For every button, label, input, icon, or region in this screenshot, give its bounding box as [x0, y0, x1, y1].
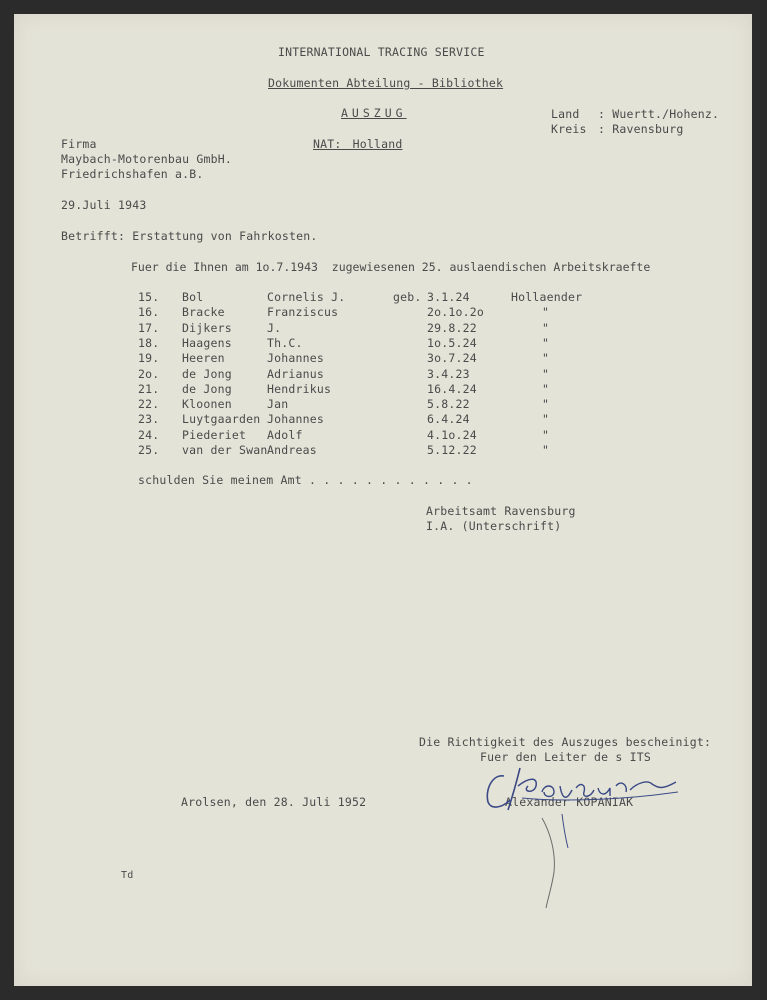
- handwritten-signature: [482, 762, 692, 912]
- worker-number: 18.: [138, 335, 160, 350]
- worker-nationality: ": [542, 366, 550, 381]
- land-value: : Wuertt./Hohenz.: [598, 107, 720, 121]
- worker-nationality: ": [542, 335, 550, 350]
- worker-firstname: Jan: [267, 397, 289, 412]
- worker-surname: Piederiet: [182, 427, 247, 442]
- worker-dob: 6.4.24: [427, 412, 470, 427]
- worker-number: 23.: [138, 412, 160, 427]
- worker-surname: van der Swan: [182, 443, 268, 457]
- worker-firstname: J.: [267, 320, 282, 335]
- worker-number: 2o.: [138, 366, 160, 381]
- worker-surname: Luytgaarden: [182, 412, 261, 427]
- worker-firstname: Andreas: [267, 443, 317, 457]
- worker-nationality: ": [542, 320, 550, 335]
- worker-dob: 3o.7.24: [427, 351, 477, 366]
- kreis-value: : Ravensburg: [598, 122, 684, 136]
- worker-firstname: Adrianus: [267, 366, 324, 381]
- worker-surname: Dijkers: [182, 320, 232, 335]
- worker-surname: Bol: [182, 290, 204, 304]
- worker-firstname: Th.C.: [267, 335, 303, 350]
- worker-nationality: ": [542, 443, 550, 457]
- worker-surname: de Jong: [182, 366, 232, 381]
- worker-dob: 16.4.24: [427, 381, 477, 396]
- worker-nationality: ": [542, 351, 550, 366]
- nationality-line: NAT: Holland: [313, 137, 403, 151]
- worker-nationality: ": [542, 397, 550, 412]
- worker-dob: 29.8.22: [427, 320, 477, 335]
- worker-dob: 1o.5.24: [427, 335, 477, 350]
- worker-dob: 3.4.23: [427, 366, 470, 381]
- worker-dob: 5.12.22: [427, 443, 477, 457]
- land-label: Land: [551, 107, 580, 121]
- worker-nationality: ": [542, 305, 550, 320]
- worker-geb: geb.: [393, 290, 422, 304]
- worker-number: 25.: [138, 443, 160, 457]
- certification-line-1: Die Richtigkeit des Auszuges bescheinigt:: [419, 735, 712, 749]
- worker-surname: Heeren: [182, 351, 225, 366]
- worker-surname: Bracke: [182, 305, 225, 320]
- worker-firstname: Cornelis J.: [267, 290, 346, 304]
- place-and-date: Arolsen, den 28. Juli 1952: [181, 795, 367, 809]
- worker-surname: Haagens: [182, 335, 232, 350]
- closing-line: schulden Sie meinem Amt . . . . . . . . . . . .: [138, 473, 473, 487]
- worker-firstname: Johannes: [267, 351, 324, 366]
- worker-number: 21.: [138, 381, 160, 396]
- worker-number: 19.: [138, 351, 160, 366]
- document-page: [14, 14, 752, 986]
- org-heading: INTERNATIONAL TRACING SERVICE: [278, 45, 485, 59]
- worker-number: 22.: [138, 397, 160, 412]
- worker-dob: 5.8.22: [427, 397, 470, 412]
- office-name: Arbeitsamt Ravensburg: [426, 504, 576, 518]
- worker-nationality: ": [542, 381, 550, 396]
- signatory-name: Alexander KOPANIAK: [505, 795, 634, 809]
- worker-number: 17.: [138, 320, 160, 335]
- worker-surname: Kloonen: [182, 397, 232, 412]
- worker-nationality: Hollaender: [511, 290, 583, 304]
- worker-nationality: ": [542, 412, 550, 427]
- worker-number: 16.: [138, 305, 160, 320]
- worker-number: 15.: [138, 290, 160, 304]
- letter-date: 29.Juli 1943: [61, 198, 147, 212]
- office-signature-note: I.A. (Unterschrift): [426, 519, 562, 533]
- worker-number: 24.: [138, 427, 160, 442]
- department-heading: Dokumenten Abteilung - Bibliothek: [268, 76, 504, 90]
- worker-firstname: Hendrikus: [267, 381, 332, 396]
- worker-firstname: Franziscus: [267, 305, 339, 320]
- worker-firstname: Johannes: [267, 412, 324, 427]
- typist-initials: Td: [121, 870, 134, 881]
- worker-dob: 2o.1o.2o: [427, 305, 484, 320]
- worker-dob: 4.1o.24: [427, 427, 477, 442]
- worker-surname: de Jong: [182, 381, 232, 396]
- recipient-line-3: Friedrichshafen a.B.: [61, 167, 204, 181]
- document-title: AUSZUG: [341, 106, 407, 120]
- worker-firstname: Adolf: [267, 427, 303, 442]
- kreis-label: Kreis: [551, 122, 587, 136]
- recipient-line-1: Firma: [61, 137, 97, 151]
- certification-line-2: Fuer den Leiter de s ITS: [480, 750, 651, 764]
- subject-line: Betrifft: Erstattung von Fahrkosten.: [61, 229, 318, 243]
- worker-dob: 3.1.24: [427, 290, 470, 304]
- intro-line: Fuer die Ihnen am 1o.7.1943 zugewiesenen 25. auslaendischen Arbeitskraefte: [131, 260, 651, 274]
- worker-nationality: ": [542, 427, 550, 442]
- recipient-line-2: Maybach-Motorenbau GmbH.: [61, 152, 232, 166]
